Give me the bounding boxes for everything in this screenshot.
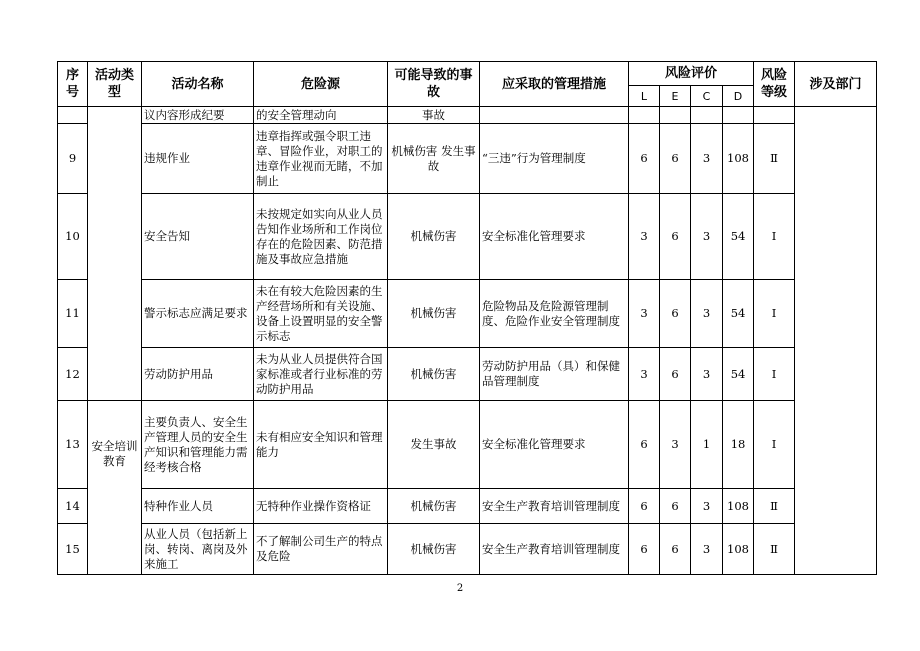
cell-accident: 机械伤害 — [388, 524, 480, 575]
cell-C: 1 — [691, 401, 723, 489]
cell-level — [754, 107, 795, 124]
cell-L: 6 — [629, 489, 660, 524]
cell-accident: 机械伤害 — [388, 280, 480, 348]
cell-seq — [58, 107, 88, 124]
cell-accident: 机械伤害 — [388, 489, 480, 524]
cell-E: 6 — [660, 489, 691, 524]
page-number: 2 — [456, 583, 464, 594]
cell-D: 108 — [723, 489, 754, 524]
cell-accident: 机械伤害 — [388, 348, 480, 401]
header-hazard: 危险源 — [254, 62, 388, 107]
header-measures: 应采取的管理措施 — [480, 62, 629, 107]
cell-E: 3 — [660, 401, 691, 489]
cell-seq: 15 — [58, 524, 88, 575]
cell-name: 议内容形成纪要 — [142, 107, 254, 124]
cell-type — [88, 348, 142, 401]
cell-name: 劳动防护用品 — [142, 348, 254, 401]
cell-level: Ⅰ — [754, 280, 795, 348]
cell-accident: 发生事故 — [388, 401, 480, 489]
cell-hazard: 不了解制公司生产的特点及危险 — [254, 524, 388, 575]
cell-C: 3 — [691, 489, 723, 524]
cell-seq: 14 — [58, 489, 88, 524]
header-accident: 可能导致的事故 — [388, 62, 480, 107]
cell-type: 安全培训教育 — [88, 401, 142, 575]
cell-accident: 机械伤害 发生事故 — [388, 124, 480, 194]
cell-hazard: 未有相应安全知识和管理能力 — [254, 401, 388, 489]
cell-C: 3 — [691, 194, 723, 280]
cell-L: 6 — [629, 124, 660, 194]
cell-measures — [480, 107, 629, 124]
cell-type — [88, 107, 142, 348]
table-row — [58, 401, 877, 489]
header-level: 风险等级 — [754, 62, 795, 107]
cell-L: 6 — [629, 524, 660, 575]
cell-level: Ⅰ — [754, 348, 795, 401]
cell-L: 6 — [629, 401, 660, 489]
header-seq: 序号 — [58, 62, 88, 107]
cell-C: 3 — [691, 348, 723, 401]
header-dept: 涉及部门 — [795, 62, 877, 107]
cell-seq: 11 — [58, 280, 88, 348]
cell-name: 特种作业人员 — [142, 489, 254, 524]
cell-measures: 劳动防护用品（具）和保健品管理制度 — [480, 348, 629, 401]
cell-seq: 13 — [58, 401, 88, 489]
header-type: 活动类型 — [88, 62, 142, 107]
table-row — [58, 280, 877, 348]
cell-measures: 危险物品及危险源管理制度、危险作业安全管理制度 — [480, 280, 629, 348]
cell-name: 警示标志应满足要求 — [142, 280, 254, 348]
cell-hazard: 未按规定如实向从业人员告知作业场所和工作岗位存在的危险因素、防范措施及事故应急措施 — [254, 194, 388, 280]
cell-level: Ⅱ — [754, 489, 795, 524]
cell-L: 3 — [629, 194, 660, 280]
cell-D — [723, 107, 754, 124]
cell-measures: 安全标准化管理要求 — [480, 194, 629, 280]
table-row — [58, 524, 877, 575]
cell-E: 6 — [660, 124, 691, 194]
cell-D: 108 — [723, 124, 754, 194]
cell-L: 3 — [629, 348, 660, 401]
cell-E: 6 — [660, 194, 691, 280]
cell-D: 54 — [723, 194, 754, 280]
cell-E — [660, 107, 691, 124]
header-name: 活动名称 — [142, 62, 254, 107]
cell-E: 6 — [660, 524, 691, 575]
cell-level: Ⅱ — [754, 524, 795, 575]
cell-dept — [795, 107, 877, 575]
cell-E: 6 — [660, 348, 691, 401]
risk-assessment-table — [57, 61, 877, 575]
cell-hazard: 无特种作业操作资格证 — [254, 489, 388, 524]
cell-D: 18 — [723, 401, 754, 489]
cell-hazard: 违章指挥或强令职工违章、冒险作业，对职工的违章作业视而无睹，不加制止 — [254, 124, 388, 194]
cell-D: 54 — [723, 280, 754, 348]
cell-seq: 12 — [58, 348, 88, 401]
cell-L — [629, 107, 660, 124]
cell-measures: “三违”行为管理制度 — [480, 124, 629, 194]
cell-hazard: 的安全管理动向 — [254, 107, 388, 124]
cell-D: 108 — [723, 524, 754, 575]
cell-C: 3 — [691, 124, 723, 194]
header-C: C — [691, 86, 723, 107]
cell-accident: 事故 — [388, 107, 480, 124]
cell-C: 3 — [691, 280, 723, 348]
cell-accident: 机械伤害 — [388, 194, 480, 280]
header-risk-eval: 风险评价 — [629, 62, 754, 86]
cell-C: 3 — [691, 524, 723, 575]
cell-measures: 安全标准化管理要求 — [480, 401, 629, 489]
header-L: L — [629, 86, 660, 107]
cell-level: Ⅱ — [754, 124, 795, 194]
table-row — [58, 124, 877, 194]
cell-measures: 安全生产教育培训管理制度 — [480, 489, 629, 524]
table-row — [58, 489, 877, 524]
cell-name: 主要负责人、安全生产管理人员的安全生产知识和管理能力需经考核合格 — [142, 401, 254, 489]
header-D: D — [723, 86, 754, 107]
cell-name: 违规作业 — [142, 124, 254, 194]
cell-seq: 10 — [58, 194, 88, 280]
header-E: E — [660, 86, 691, 107]
cell-level: Ⅰ — [754, 401, 795, 489]
cell-hazard: 未为从业人员提供符合国家标准或者行业标准的劳动防护用品 — [254, 348, 388, 401]
cell-name: 从业人员（包括新上岗、转岗、离岗及外来施工 — [142, 524, 254, 575]
table-row-carry — [58, 107, 877, 124]
table-row — [58, 194, 877, 280]
cell-hazard: 未在有较大危险因素的生产经营场所和有关设施、设备上设置明显的安全警示标志 — [254, 280, 388, 348]
table-row — [58, 348, 877, 401]
cell-E: 6 — [660, 280, 691, 348]
cell-level: Ⅰ — [754, 194, 795, 280]
cell-measures: 安全生产教育培训管理制度 — [480, 524, 629, 575]
cell-name: 安全告知 — [142, 194, 254, 280]
cell-L: 3 — [629, 280, 660, 348]
cell-C — [691, 107, 723, 124]
cell-seq: 9 — [58, 124, 88, 194]
cell-D: 54 — [723, 348, 754, 401]
